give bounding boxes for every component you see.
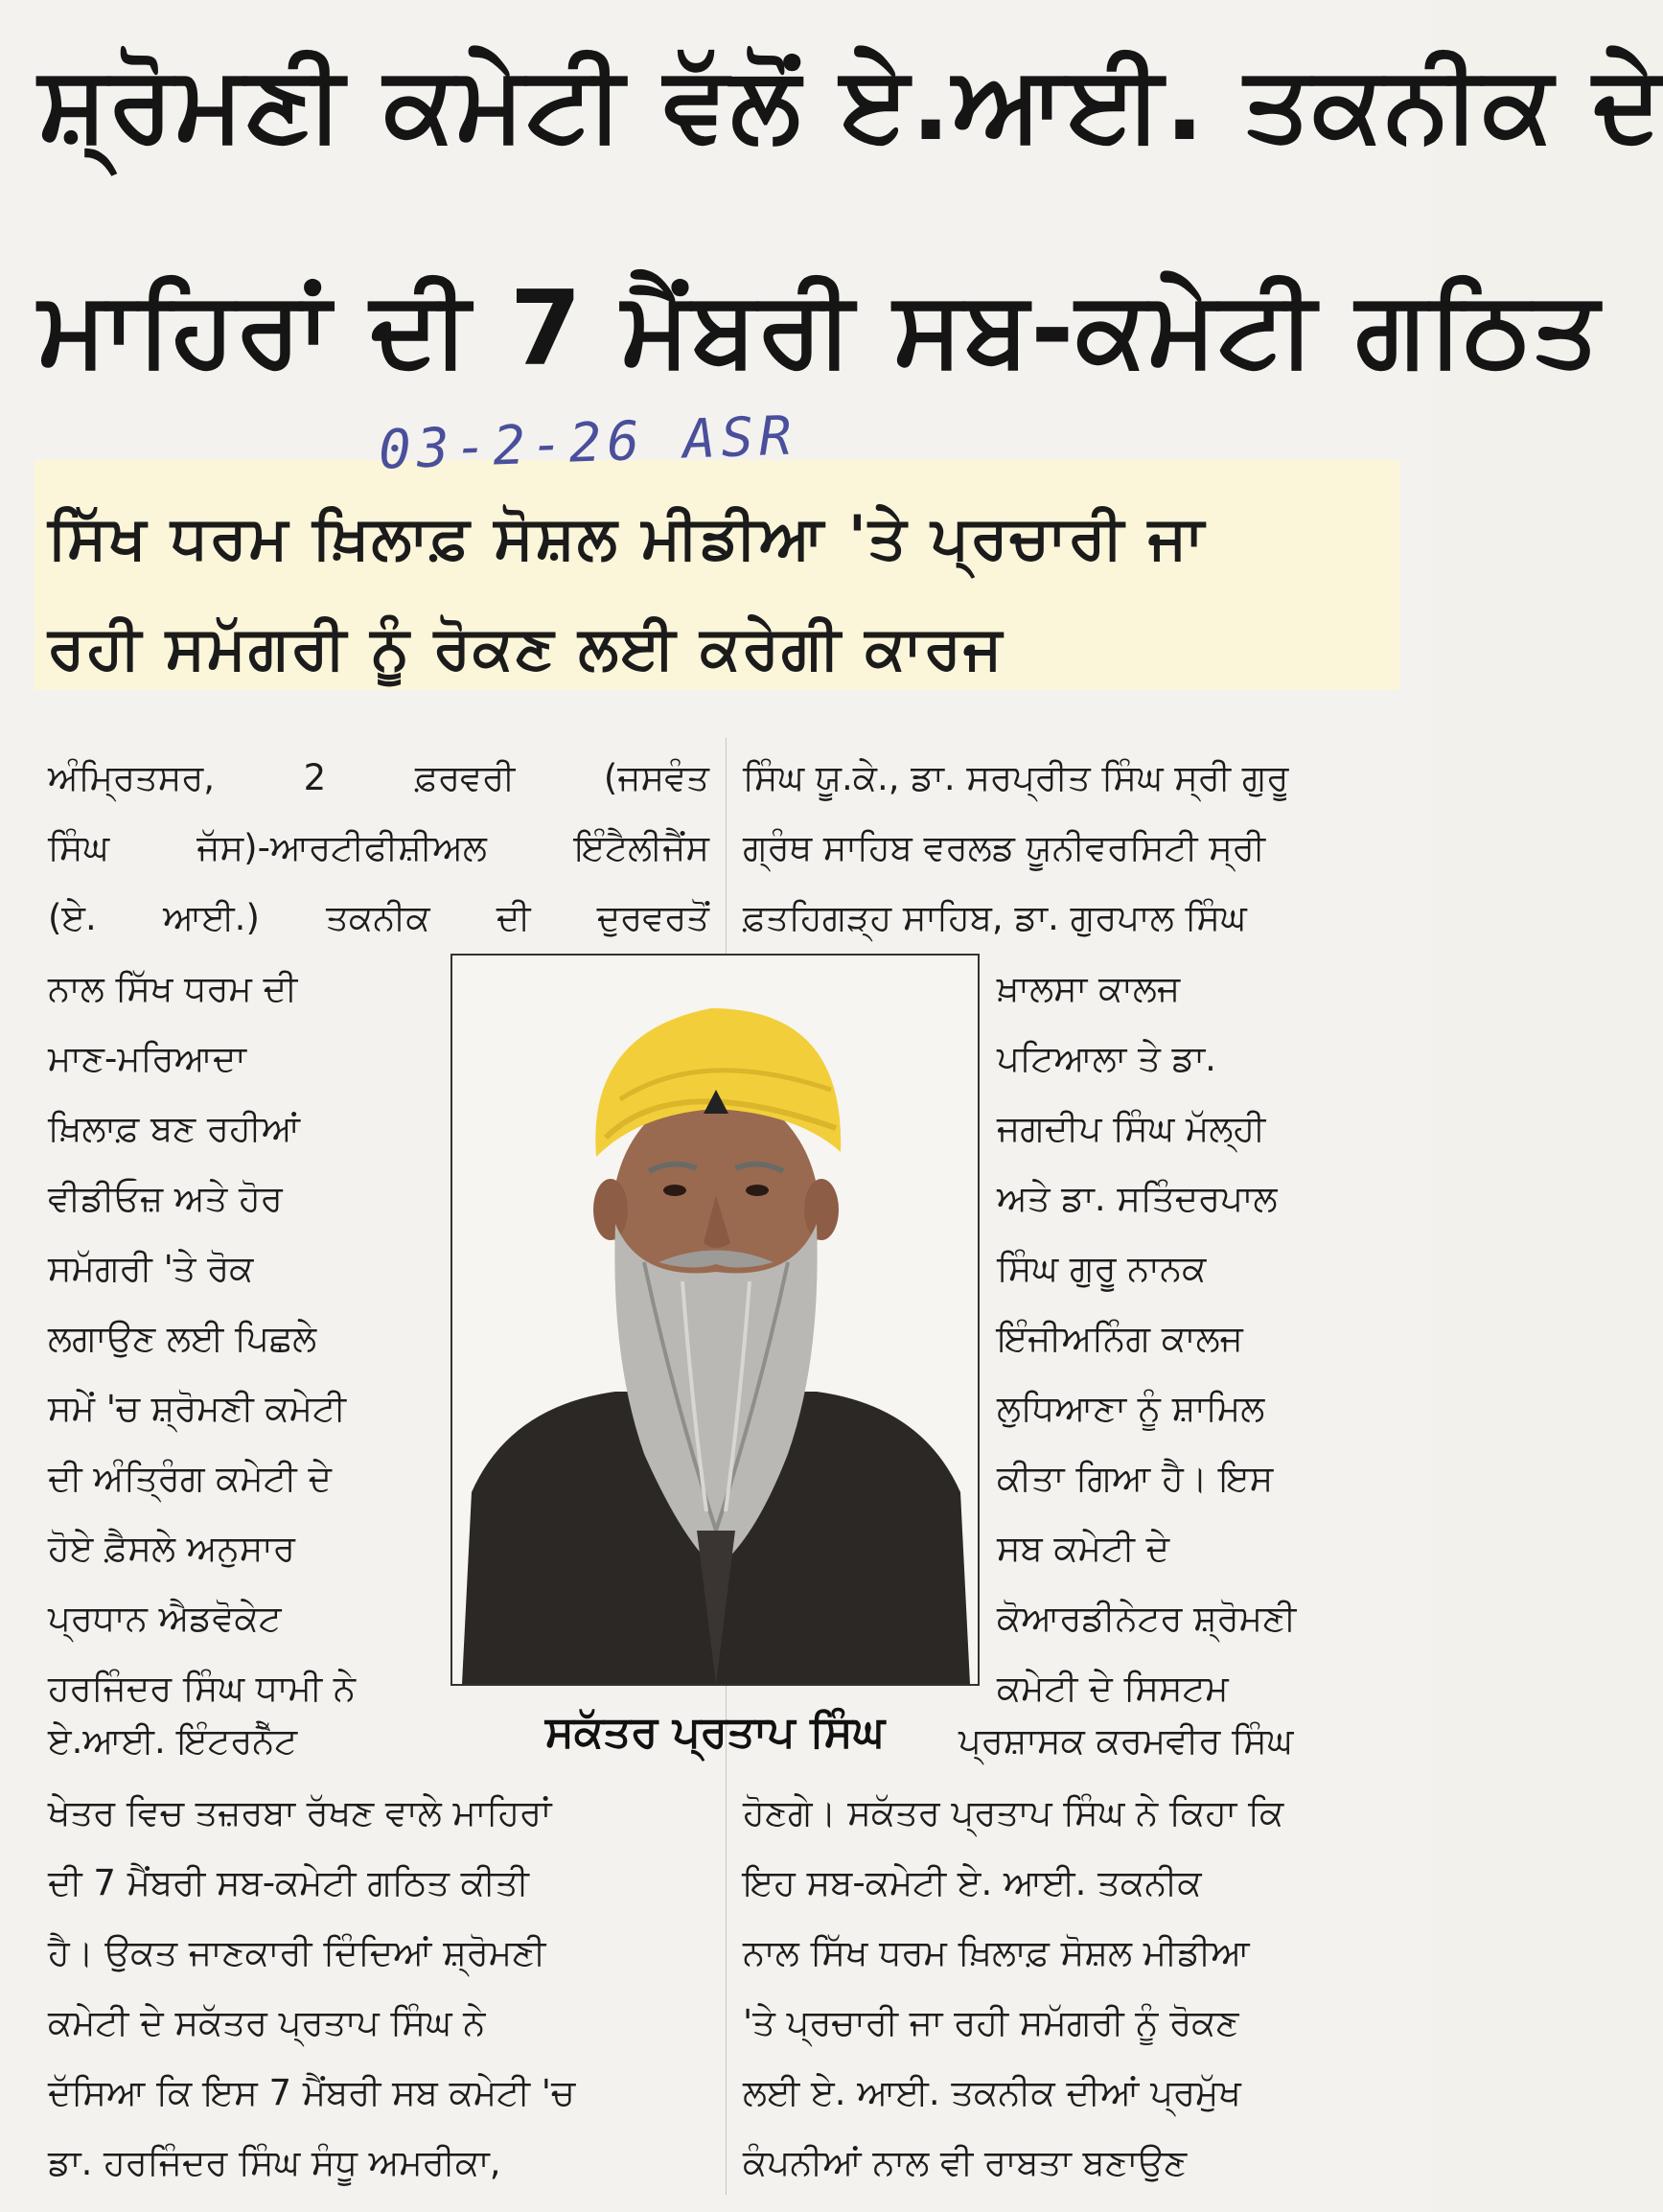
article-line: ਡਾ. ਹਰਜਿੰਦਰ ਸਿੰਘ ਸੰਧੂ ਅਮਰੀਕਾ, (48, 2142, 501, 2183)
article-right-narrow (997, 954, 1395, 1723)
article-line: ਕੰਪਨੀਆਂ ਨਾਲ ਵੀ ਰਾਬਤਾ ਬਣਾਉਣ (743, 2142, 1188, 2183)
article-line: ਦੀ 7 ਮੈਂਬਰੀ ਸਬ-ਕਮੇਟੀ ਗਠਿਤ ਕੀਤੀ (48, 1862, 529, 1903)
article-line: ਦੀ ਅੰਤ੍ਰਿੰਗ ਕਮੇਟੀ ਦੇ (48, 1458, 332, 1499)
article-line: ਲੁਧਿਆਣਾ ਨੂੰ ਸ਼ਾਮਿਲ (997, 1388, 1265, 1429)
article-line: ਲਈ ਏ. ਆਈ. ਤਕਨੀਕ ਦੀਆਂ ਪ੍ਰਮੁੱਖ (743, 2072, 1241, 2113)
article-line: ਇਹ ਸਬ-ਕਮੇਟੀ ਏ. ਆਈ. ਤਕਨੀਕ (743, 1862, 1202, 1903)
article-line: ਹੋਏ ਫ਼ੈਸਲੇ ਅਨੁਸਾਰ (48, 1528, 295, 1569)
article-line: ਸਿੰਘ ਯੂ.ਕੇ., ਡਾ. ਸਰਪ੍ਰੀਤ ਸਿੰਘ ਸ੍ਰੀ ਗੁਰੂ (743, 757, 1289, 798)
article-left-top (48, 743, 709, 953)
portrait-photo (450, 954, 980, 1686)
article-caption-row-left: ਏ.ਆਈ. ਇੰਟਰਨੈੱਟ (48, 1720, 298, 1762)
article-line: ਹੈ। ਉਕਤ ਜਾਣਕਾਰੀ ਦਿੰਦਿਆਂ ਸ਼੍ਰੋਮਣੀ (48, 1932, 546, 1973)
article-line: ਗ੍ਰੰਥ ਸਾਹਿਬ ਵਰਲਡ ਯੂਨੀਵਰਸਿਟੀ ਸ੍ਰੀ (743, 827, 1265, 868)
article-line: ਜਗਦੀਪ ਸਿੰਘ ਮੱਲ੍ਹੀ (997, 1108, 1266, 1149)
article-line: ਸਬ ਕਮੇਟੀ ਦੇ (997, 1528, 1170, 1569)
article-line: ਪਟਿਆਲਾ ਤੇ ਡਾ. (997, 1038, 1216, 1079)
article-line: ਪ੍ਰਧਾਨ ਐਡਵੋਕੇਟ (48, 1598, 282, 1639)
article-line: ਸਿੰਘ ਗੁਰੂ ਨਾਨਕ (997, 1248, 1207, 1289)
article-line: ਦੱਸਿਆ ਕਿ ਇਸ 7 ਮੈਂਬਰੀ ਸਬ ਕਮੇਟੀ 'ਚ (48, 2072, 575, 2113)
article-line: ਖ਼ਿਲਾਫ਼ ਬਣ ਰਹੀਆਂ (48, 1108, 301, 1149)
article-line: ਕਮੇਟੀ ਦੇ ਸਕੱਤਰ ਪ੍ਰਤਾਪ ਸਿੰਘ ਨੇ (48, 2002, 486, 2043)
article-line: ਸਿੰਘ ਜੱਸ)-ਆਰਟੀਫੀਸ਼ੀਅਲ ਇੰਟੈਲੀਜੈਂਸ (48, 827, 709, 868)
article-line: ਨਾਲ ਸਿੱਖ ਧਰਮ ਦੀ (48, 968, 298, 1009)
article-line: ਅੰਮ੍ਰਿਤਸਰ, 2 ਫ਼ਰਵਰੀ (ਜਸਵੰਤ (48, 757, 709, 798)
article-line: ਅਤੇ ਡਾ. ਸਤਿੰਦਰਪਾਲ (997, 1178, 1278, 1219)
article-line: 'ਤੇ ਪ੍ਰਚਾਰੀ ਜਾ ਰਹੀ ਸਮੱਗਰੀ ਨੂੰ ਰੋਕਣ (743, 2002, 1239, 2043)
article-line: ਇੰਜੀਅਨਿੰਗ ਕਾਲਜ (997, 1318, 1243, 1359)
article-line: ਕਮੇਟੀ ਦੇ ਸਿਸਟਮ (997, 1668, 1229, 1709)
article-line: (ਏ. ਆਈ.) ਤਕਨੀਕ ਦੀ ਦੁਰਵਰਤੋਂ (48, 897, 709, 938)
article-line: ਖੇਤਰ ਵਿਚ ਤਜ਼ਰਬਾ ਰੱਖਣ ਵਾਲੇ ਮਾਹਿਰਾਂ (48, 1792, 552, 1833)
photo-caption: ਸਕੱਤਰ ਪ੍ਰਤਾਪ ਸਿੰਘ (544, 1706, 886, 1757)
article-line: ਮਾਣ-ਮਰਿਆਦਾ (48, 1038, 246, 1079)
article-right-bottom (743, 1778, 1395, 2198)
article-line: ਹਰਜਿੰਦਰ ਸਿੰਘ ਧਾਮੀ ਨੇ (48, 1668, 357, 1709)
portrait-illustration (452, 956, 978, 1684)
article-line: ਨਾਲ ਸਿੱਖ ਧਰਮ ਖ਼ਿਲਾਫ਼ ਸੋਸ਼ਲ ਮੀਡੀਆ (743, 1932, 1250, 1973)
article-right-top (743, 743, 1395, 953)
article-line: ਸਮੇਂ 'ਚ ਸ਼੍ਰੋਮਣੀ ਕਮੇਟੀ (48, 1388, 346, 1429)
article-line: ਕੀਤਾ ਗਿਆ ਹੈ। ਇਸ (997, 1458, 1274, 1499)
article-left-narrow (48, 954, 450, 1723)
subheadline-line-1: ਸਿੱਖ ਧਰਮ ਖ਼ਿਲਾਫ਼ ਸੋਸ਼ਲ ਮੀਡੀਆ 'ਤੇ ਪ੍ਰਚਾਰੀ ਜਾ (48, 502, 1206, 572)
article-line: ਕੋਆਰਡੀਨੇਟਰ ਸ਼੍ਰੋਮਣੀ (997, 1598, 1297, 1639)
article-line: ਲਗਾਉਣ ਲਈ ਪਿਛਲੇ (48, 1318, 317, 1359)
subheadline-line-2: ਰਹੀ ਸਮੱਗਰੀ ਨੂੰ ਰੋਕਣ ਲਈ ਕਰੇਗੀ ਕਾਰਜ (48, 612, 1005, 682)
article-caption-row-right: ਪ੍ਰਸ਼ਾਸਕ ਕਰਮਵੀਰ ਸਿੰਘ (959, 1720, 1294, 1762)
article-line: ਹੋਣਗੇ। ਸਕੱਤਰ ਪ੍ਰਤਾਪ ਸਿੰਘ ਨੇ ਕਿਹਾ ਕਿ (743, 1792, 1284, 1833)
article-line: ਸਮੱਗਰੀ 'ਤੇ ਰੋਕ (48, 1248, 254, 1289)
handwritten-date-stamp: 03-2-26 ASR (377, 404, 798, 482)
article-line: ਖ਼ਾਲਸਾ ਕਾਲਜ (997, 968, 1181, 1009)
headline-line-1: ਸ਼੍ਰੋਮਣੀ ਕਮੇਟੀ ਵੱਲੋਂ ਏ.ਆਈ. ਤਕਨੀਕ ਦੇ (38, 44, 1663, 164)
headline-line-2: ਮਾਹਿਰਾਂ ਦੀ 7 ਮੈਂਬਰੀ ਸਬ-ਕਮੇਟੀ ਗਠਿਤ (38, 269, 1602, 389)
article-left-bottom (48, 1778, 709, 2198)
article-line: ਫ਼ਤਹਿਗੜ੍ਹ ਸਾਹਿਬ, ਡਾ. ਗੁਰਪਾਲ ਸਿੰਘ (743, 897, 1247, 938)
article-line: ਵੀਡੀਓਜ਼ ਅਤੇ ਹੋਰ (48, 1178, 283, 1219)
